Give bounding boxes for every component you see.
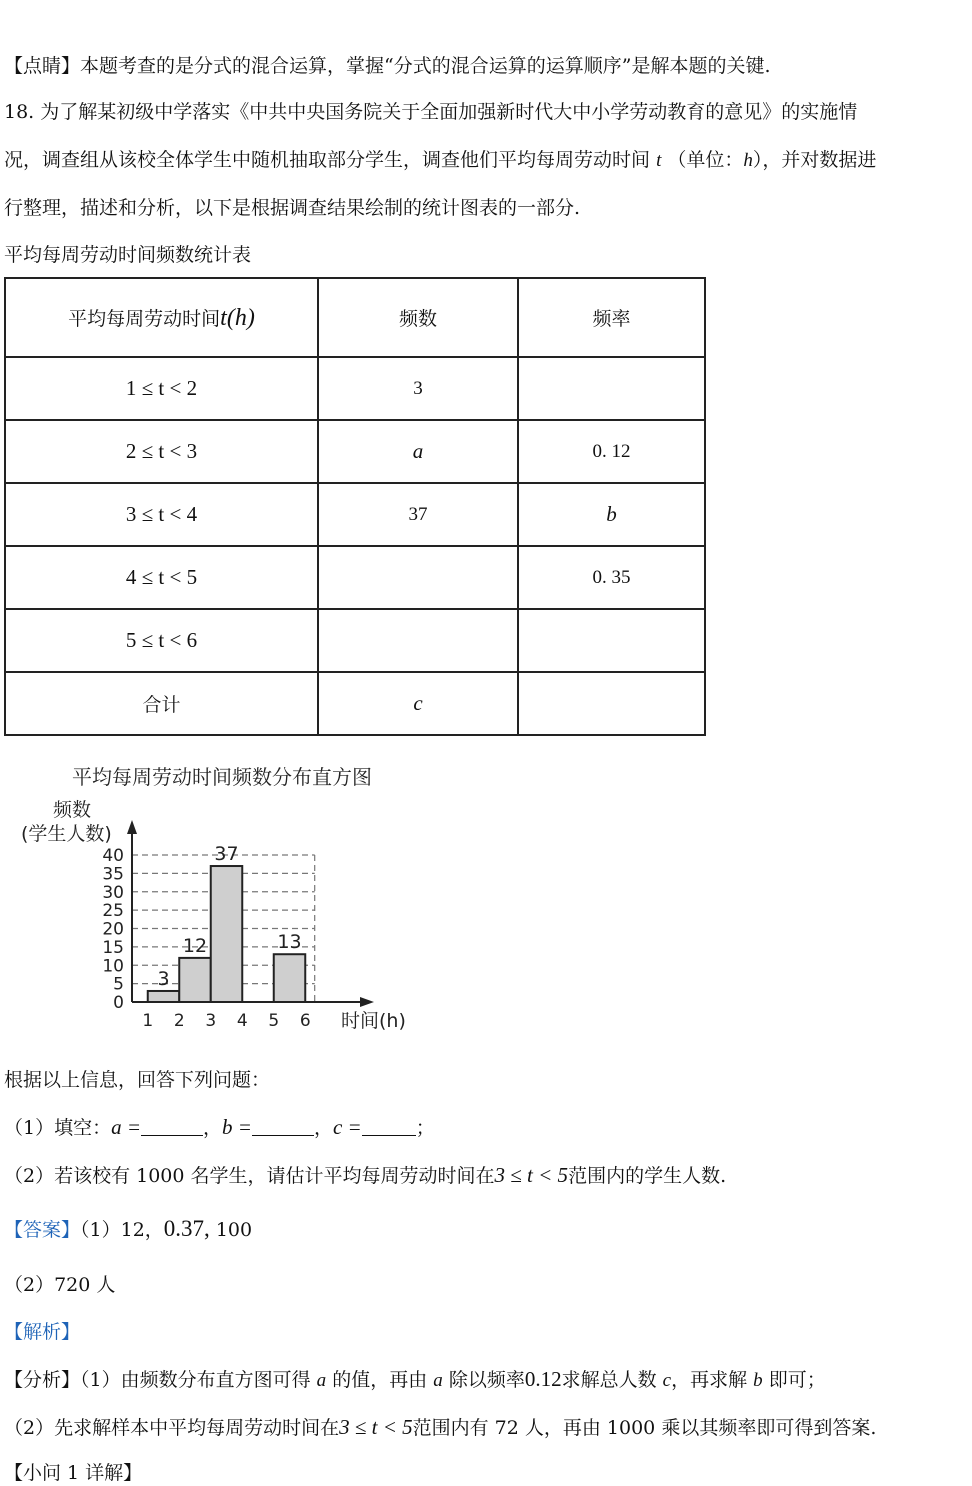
cell-rate — [518, 609, 705, 672]
table-row — [5, 609, 705, 672]
cell-count — [318, 546, 518, 609]
x-tick-label: 5 — [268, 1011, 280, 1031]
cell-rate: 0. 35 — [518, 546, 705, 609]
header-time: 平均每周劳动时间t(h) — [5, 278, 318, 357]
cell-count — [318, 609, 518, 672]
answer-blank-a[interactable] — [141, 1117, 203, 1136]
table-row — [5, 672, 705, 735]
table-row — [5, 420, 705, 483]
answer-blank-b[interactable] — [252, 1117, 314, 1136]
cell-rate — [518, 672, 705, 735]
x-tick-label: 3 — [205, 1011, 217, 1031]
analysis-line-2: （2）先求解样本中平均每周劳动时间在3 ≤ t < 5范围内有 72 人，再由 1000 乘以其频率即可得到答案. — [4, 1415, 877, 1439]
cell-range: 3 ≤ t < 4 — [5, 483, 318, 546]
x-tick-labels — [142, 1011, 310, 1031]
bar-value-label: 3 — [157, 967, 170, 990]
y-tick-label: 25 — [102, 901, 124, 922]
key-point-text: 本题考查的是分式的混合运算，掌握“分式的混合运算的运算顺序”是解本题的关键. — [80, 55, 771, 77]
cell-count: 37 — [318, 483, 518, 546]
y-tick-label: 20 — [102, 919, 124, 940]
y-axis-label-1: 频数 — [53, 799, 92, 821]
y-tick-label: 15 — [102, 937, 124, 958]
answer-line-1: 【答案】（1）12，0.37, 100 — [4, 1216, 253, 1241]
x-tick-label: 1 — [142, 1011, 154, 1031]
frequency-table — [4, 277, 706, 736]
key-point-line — [4, 54, 770, 78]
cell-range: 2 ≤ t < 3 — [5, 420, 318, 483]
histogram-chart — [15, 760, 425, 1040]
x-axis-arrow — [360, 997, 374, 1007]
y-axis-label-2: (学生人数) — [21, 823, 112, 845]
y-tick-label: 35 — [102, 864, 124, 885]
question-1: （1）填空：a = ，b = ，c = ； — [4, 1115, 435, 1139]
analysis-tag: 【解析】 — [4, 1321, 81, 1343]
histogram-bar — [179, 958, 211, 1002]
cell-rate — [518, 357, 705, 420]
y-tick-label: 5 — [113, 974, 124, 995]
problem-line-1: 18. 为了解某初级中学落实《中共中央国务院关于全面加强新时代大中小学劳动教育的意见》的实施情 — [4, 101, 858, 123]
bar-value-label: 13 — [277, 931, 302, 954]
cell-range: 5 ≤ t < 6 — [5, 609, 318, 672]
analysis-line-1: 【分析】（1）由频数分布直方图可得 a 的值，再由 a 除以频率0.12求解总人数 c，再求解 b 即可； — [4, 1367, 826, 1391]
chart-title: 平均每周劳动时间频数分布直方图 — [72, 765, 372, 789]
bar-value-label: 37 — [214, 843, 239, 866]
y-tick-label: 0 — [113, 993, 124, 1013]
answer-blank-c[interactable] — [362, 1117, 416, 1136]
x-tick-label: 4 — [236, 1011, 248, 1031]
cell-rate: b — [518, 483, 705, 546]
y-tick-labels — [102, 846, 124, 1013]
sub-question-title: 【小问 1 详解】 — [4, 1462, 143, 1484]
x-axis-label: 时间(h) — [341, 1010, 406, 1032]
table-row — [5, 357, 705, 420]
header-count: 频数 — [318, 278, 518, 357]
problem-line-3: 行整理，描述和分析，以下是根据调查结果绘制的统计图表的一部分. — [4, 197, 581, 219]
problem-line-2: 况，调查组从该校全体学生中随机抽取部分学生，调查他们平均每周劳动时间 t （单位：h），并对数据进 — [4, 149, 877, 171]
histogram-bar — [211, 866, 243, 1002]
y-tick-label: 40 — [102, 846, 124, 866]
cell-count: c — [318, 672, 518, 735]
answer-tag: 【答案】 — [4, 1219, 81, 1241]
table-caption: 平均每周劳动时间频数统计表 — [4, 244, 252, 266]
cell-total-label: 合计 — [5, 672, 318, 735]
table-header-row — [5, 278, 705, 357]
y-tick-label: 30 — [102, 882, 124, 903]
table-row — [5, 483, 705, 546]
x-tick-label: 6 — [299, 1011, 311, 1031]
x-tick-label: 2 — [173, 1011, 185, 1031]
histogram-bar — [274, 954, 306, 1002]
table-row — [5, 546, 705, 609]
cell-range: 1 ≤ t < 2 — [5, 357, 318, 420]
y-tick-label: 10 — [102, 956, 124, 977]
y-axis-arrow — [127, 820, 137, 834]
question-2: （2）若该校有 1000 名学生，请估计平均每周劳动时间在3 ≤ t < 5范围内的学生人数. — [4, 1163, 727, 1187]
header-rate: 频率 — [518, 278, 705, 357]
cell-range: 4 ≤ t < 5 — [5, 546, 318, 609]
bar-value-label: 12 — [182, 934, 208, 957]
cell-count: 3 — [318, 357, 518, 420]
key-point-tag: 【点睛】 — [4, 55, 81, 77]
answer-line-2: （2）720 人 — [4, 1274, 116, 1296]
histogram-bar — [148, 991, 180, 1002]
cell-count: a — [318, 420, 518, 483]
cell-rate: 0. 12 — [518, 420, 705, 483]
questions-intro: 根据以上信息，回答下列问题： — [4, 1069, 271, 1091]
